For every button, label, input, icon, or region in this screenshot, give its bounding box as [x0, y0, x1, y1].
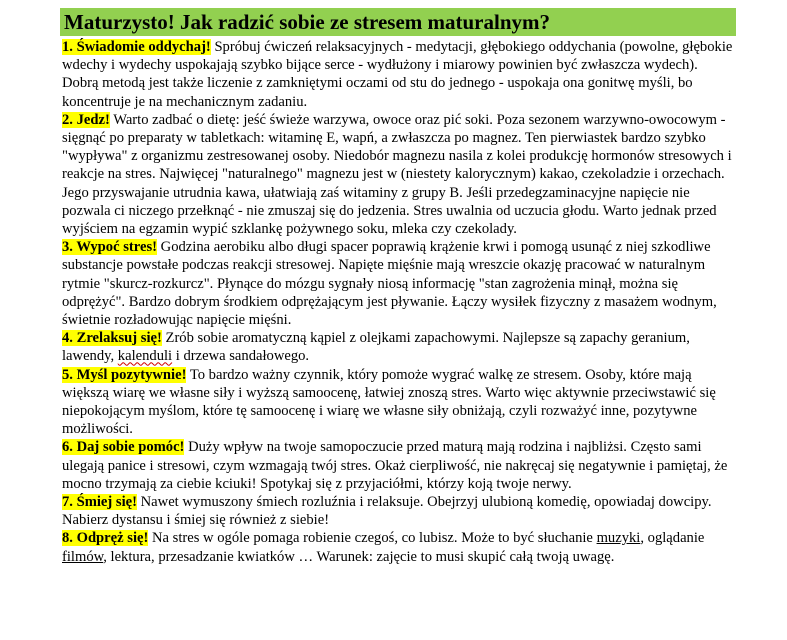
tip-paragraph	[62, 38, 736, 111]
underlined-word: filmów	[62, 548, 104, 565]
tip-text: , lektura, przesadzanie kwiatków … Warunek: zajęcie to musi skupić całą twoją uwagę.	[103, 548, 615, 565]
tip-text: Duży wpływ na twoje samopoczucie przed maturą mają rodzina i najbliżsi. Często sami ulegają panice i stresowi, czym wzmagają twój stres. Okaż cierpliwość, nie nakręcaj się negatywnie i pamiętaj, że mocno trzymają za ciebie kciuki! Spotykaj się z przyjaciółmi, którzy koją twoje nerwy.	[62, 439, 728, 492]
document-page	[60, 8, 736, 566]
tip-heading: 4. Zrelaksuj się!	[62, 330, 162, 347]
tip-paragraph	[62, 529, 736, 565]
tip-text: Nawet wymuszony śmiech rozluźnia i relaksuje. Obejrzyj ulubioną komedię, opowiadaj dowcipy. Nabierz dystansu i śmiej się również z siebie!	[62, 494, 712, 529]
tip-heading: 5. Myśl pozytywnie!	[62, 366, 187, 383]
tip-text: To bardzo ważny czynnik, który pomoże wygrać walkę ze stresem. Osoby, które mają większą wiarę we własne siły i wyższą samoocenę, łatwiej znoszą stres. Warto więc aktywnie przeciwstawić się niepokojącym myślom, które tę samoocenę i wiarę we własne siły obniżają, czyli rozważyć inne, pozytywne możliwości.	[62, 366, 716, 438]
tip-text: Spróbuj ćwiczeń relaksacyjnych - medytacji, głębokiego oddychania (powolne, głębokie wdechy i wydechy uspokajają szybko bijące serce - wydłużony i miarowy powinien być zwłaszcza wydech). Dobrą metodą jest także liczenie z zamkniętymi oczami od stu do jednego - uspokaja ona gonitwę myśli, bo koncentruje je na mechanicznym zadaniu.	[62, 39, 733, 110]
tip-text: i drzewa sandałowego.	[172, 348, 310, 365]
tip-paragraph	[62, 329, 736, 365]
tip-text: Zrób sobie aromatyczną kąpiel z olejkami zapachowymi. Najlepsze są zapachy geranium, lawendy,	[62, 330, 690, 365]
tip-text: Na stres w ogóle pomaga robienie czegoś, co lubisz. Może to być słuchanie	[148, 530, 597, 547]
tip-paragraph	[62, 111, 736, 238]
tip-heading: 8. Odpręż się!	[62, 530, 149, 547]
page-title: Maturzysto! Jak radzić sobie ze stresem maturalnym?	[60, 8, 736, 36]
tip-paragraph	[62, 493, 736, 529]
tip-paragraph	[62, 238, 736, 329]
tip-heading: 6. Daj sobie pomóc!	[62, 439, 185, 456]
tip-heading: 2. Jedz!	[62, 111, 110, 128]
tip-paragraph	[62, 438, 736, 493]
tip-text: , oglądanie	[640, 530, 705, 547]
tip-heading: 3. Wypoć stres!	[62, 239, 157, 256]
underlined-word: muzyki	[596, 530, 641, 547]
article-body	[60, 38, 736, 566]
tip-paragraph	[62, 366, 736, 439]
tip-text: Godzina aerobiku albo długi spacer poprawią krążenie krwi i pomogą usunąć z niej szkodliwe substancje powstałe podczas reakcji stresowej. Napięte mięśnie mają wreszcie okazję pracować w naturalnym rytmie "skurcz-rozkurcz". Płynące do mózgu sygnały niosą informację "stan zagrożenia minął, można się odprężyć". Bardzo dobrym środkiem odprężającym jest pływanie. Łączy wysiłek fizyczny z masażem wodnym, świetnie rozładowując napięcie mięśni.	[62, 239, 717, 329]
tip-text: Warto zadbać o dietę: jeść świeże warzywa, owoce oraz pić soki. Poza sezonem warzywno-owocowym - sięgnąć po preparaty w tabletkach: witaminę E, wapń, a zwłaszcza po magnez. Ten pierwiastek bardzo szybko "wypływa" z organizmu zestresowanej osoby. Niedobór magnezu nasila z kolei produkcję hormonów stresowych i reakcje na stres. Najwięcej "naturalnego" magnezu jest w (niestety kalorycznym) kakao, czekoladzie i orzechach. Jego przyswajanie utrudnia kawa, ułatwiają zaś witaminy z grupy B. Jeśli przedegzaminacyjne napięcie nie pozwala ci niczego przełknąć - nie zmuszaj się do jedzenia. Stres uwalnia od uczucia głodu. Warto jednak przed wyjściem na egzamin wypić szklankę pożywnego soku, mleka czy czekolady.	[62, 111, 732, 238]
tip-heading: 7. Śmiej się!	[62, 494, 137, 511]
underlined-word: kalenduli	[117, 348, 173, 365]
tip-heading: 1. Świadomie oddychaj!	[62, 39, 211, 55]
